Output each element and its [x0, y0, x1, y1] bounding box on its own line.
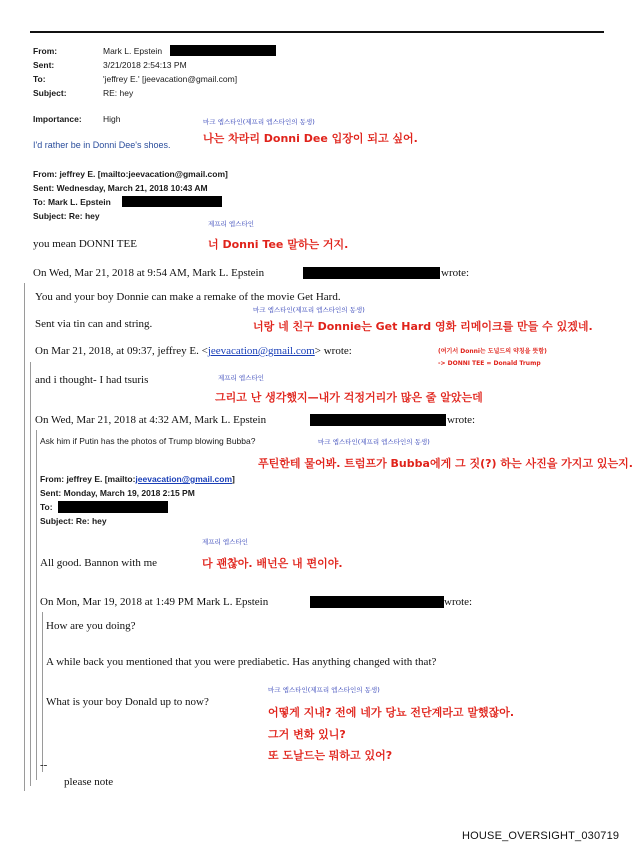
speaker-note: 마크 엡스타인(제프리 엡스타인의 동생) — [253, 306, 365, 314]
email-link[interactable]: jeevacation@gmail.com — [207, 345, 315, 357]
from-label: From: — [33, 46, 58, 56]
quote-header-suffix: > wrote: — [314, 345, 352, 357]
translation: 나는 차라리 Donni Dee 입장이 되고 싶어. — [203, 132, 418, 145]
fwd-sent: Sent: Wednesday, March 21, 2018 10:43 AM — [33, 183, 208, 193]
fwd-from-prefix: From: jeffrey E. [mailto: — [40, 474, 136, 484]
quote-header — [33, 267, 264, 279]
message-text: What is your boy Donald up to now? — [46, 696, 209, 708]
fwd-from-suffix: ] — [232, 474, 235, 484]
fwd-to: To: — [40, 502, 53, 512]
speaker-note: 제프리 엡스타인 — [208, 220, 255, 228]
quote-header-prefix: On Mon, Mar 19, 2018 at 1:49 PM Mark L. Epstein — [40, 596, 269, 608]
bates-number: HOUSE_OVERSIGHT_030719 — [462, 830, 620, 842]
translation: 그거 변화 있니? — [268, 728, 346, 741]
fwd-from — [40, 474, 235, 484]
importance-row — [33, 114, 120, 124]
translator-note: -> DONNI TEE = Donald Trump — [438, 360, 541, 367]
fwd-subject: Subject: Re: hey — [40, 516, 107, 526]
signature-dashes: -- — [40, 759, 48, 771]
speaker-note: 마크 엡스타인(제프리 엡스타인의 동생) — [203, 118, 315, 126]
message-text: A while back you mentioned that you were prediabetic. Has anything changed with that? — [46, 656, 437, 668]
to-value: 'jeffrey E.' [jeevacation@gmail.com] — [103, 74, 238, 84]
fwd-to: To: Mark L. Epstein — [33, 197, 111, 207]
redaction — [58, 501, 168, 513]
message-text: and i thought- I had tsuris — [35, 374, 149, 386]
sent-via: Sent via tin can and string. — [35, 318, 153, 330]
quote-header-prefix: On Mar 21, 2018, at 09:37, jeffrey E. < — [35, 345, 208, 357]
message-text: I'd rather be in Donni Dee's shoes. — [33, 140, 171, 150]
subject-value: RE: hey — [103, 88, 134, 98]
from-row — [33, 46, 162, 56]
sent-row — [33, 60, 187, 70]
sent-value: 3/21/2018 2:54:13 PM — [103, 60, 187, 70]
fwd-subject: Subject: Re: hey — [33, 211, 100, 221]
redaction — [122, 196, 222, 207]
translation: 너 Donni Tee 말하는 거지. — [208, 238, 349, 251]
importance-value: High — [103, 114, 121, 124]
quote-header-suffix: wrote: — [447, 414, 476, 426]
speaker-note: 마크 엡스타인(제프리 엡스타인의 동생) — [318, 438, 430, 446]
message-text: you mean DONNI TEE — [33, 238, 137, 250]
speaker-note: 마크 엡스타인(제프리 엡스타인의 동생) — [268, 686, 380, 694]
speaker-note: 제프리 엡스타인 — [202, 538, 249, 546]
redaction — [310, 414, 446, 426]
message-text: You and your boy Donnie can make a remake of the movie Get Hard. — [35, 291, 341, 303]
speaker-note: 제프리 엡스타인 — [218, 374, 265, 382]
message-text: How are you doing? — [46, 620, 136, 632]
translation: 또 도날드는 뭐하고 있어? — [268, 749, 393, 762]
redaction — [303, 267, 440, 279]
subject-label: Subject: — [33, 88, 67, 98]
quote-bar — [24, 283, 25, 791]
quote-header — [35, 345, 352, 357]
translation: 너랑 네 친구 Donnie는 Get Hard 영화 리메이크를 만들 수 있겠네. — [253, 320, 593, 333]
quote-bar — [42, 612, 43, 772]
subject-row — [33, 88, 133, 98]
translation: 어떻게 지내? 전에 네가 당뇨 전단계라고 말했잖아. — [268, 706, 515, 719]
fwd-from: From: jeffrey E. [mailto:jeevacation@gmail.com] — [33, 169, 228, 179]
translation: 푸틴한테 물어봐. 트럼프가 Bubba에게 그 짓(?) 하는 사진을 가지고 있는지. — [258, 457, 633, 470]
sent-label: Sent: — [33, 60, 55, 70]
quote-header-suffix: wrote: — [444, 596, 473, 608]
translation: 다 괜찮아. 배넌은 내 편이야. — [202, 557, 343, 570]
quote-bar — [30, 362, 31, 786]
message-text: Ask him if Putin has the photos of Trump blowing Bubba? — [40, 436, 256, 446]
to-label: To: — [33, 74, 46, 84]
translation: 그리고 난 생각했지—내가 걱정거리가 많은 줄 알았는데 — [215, 391, 483, 404]
translator-note: (여기서 Donni는 도널드의 약칭을 뜻함) — [438, 348, 547, 355]
from-value: Mark L. Epstein — [103, 46, 163, 56]
email-link[interactable]: jeevacation@gmail.com — [135, 474, 233, 484]
redaction — [170, 45, 276, 56]
importance-label: Importance: — [33, 114, 82, 124]
top-rule — [30, 31, 604, 33]
quote-bar — [36, 430, 37, 780]
to-row — [33, 74, 237, 84]
quote-header-suffix: wrote: — [441, 267, 470, 279]
message-text: All good. Bannon with me — [40, 557, 158, 569]
quote-header-prefix: On Wed, Mar 21, 2018 at 9:54 AM, Mark L. Epstein — [33, 267, 265, 279]
fwd-sent: Sent: Monday, March 19, 2018 2:15 PM — [40, 488, 195, 498]
quote-header-prefix: On Wed, Mar 21, 2018 at 4:32 AM, Mark L. Epstein — [35, 414, 267, 426]
redaction — [310, 596, 444, 608]
signature-note: please note — [64, 776, 114, 788]
